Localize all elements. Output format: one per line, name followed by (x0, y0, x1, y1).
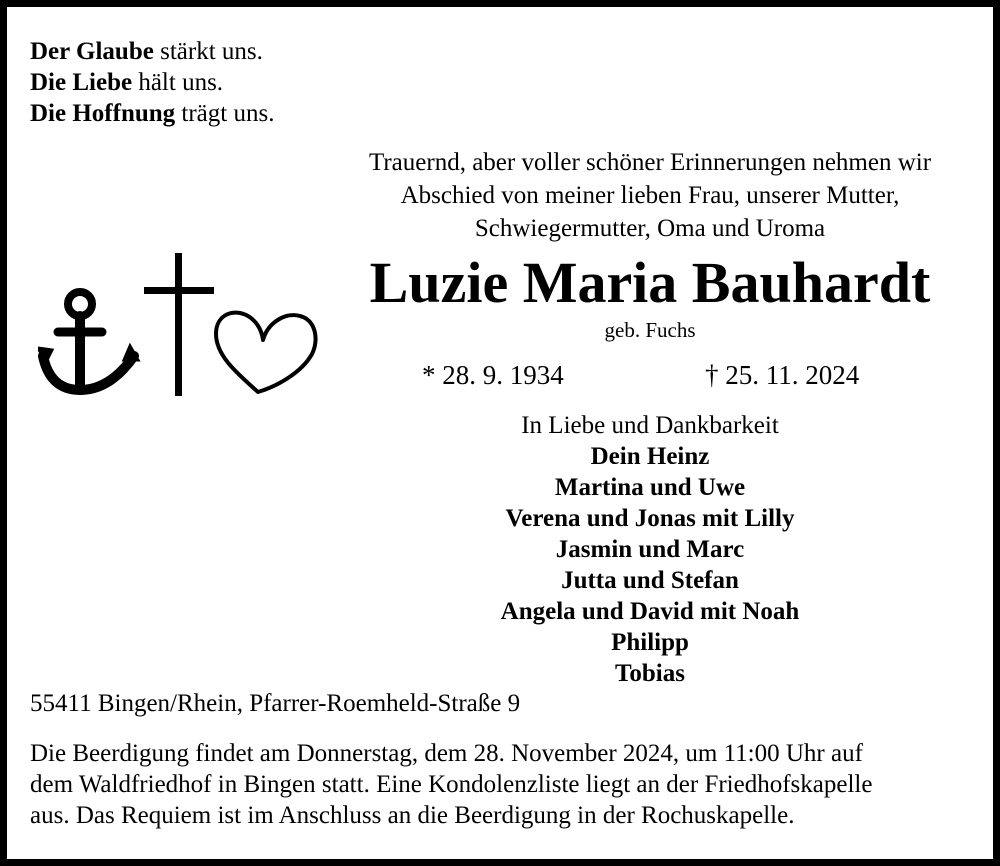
mourner: Philipp (611, 629, 689, 656)
maiden-name: geb. Fuchs (604, 318, 696, 342)
heart-icon (216, 313, 316, 392)
address: 55411 Bingen/Rhein, Pfarrer-Roemheld-Straße 9 (30, 690, 521, 717)
funeral-line: dem Waldfriedhof in Bingen statt. Eine Kondolenzliste liegt an der Friedhofskapelle (30, 771, 873, 798)
mourner: Jasmin und Marc (555, 536, 745, 563)
motto (30, 36, 274, 129)
funeral-line: Die Beerdigung findet am Donnerstag, dem 28. November 2024, um 11:00 Uhr auf (30, 740, 863, 767)
motto-line: Die Hoffnung trägt uns. (30, 100, 275, 127)
birth-date: * 28. 9. 1934 (422, 360, 564, 390)
intro-line: Schwiegermutter, Oma und Uroma (474, 215, 826, 242)
mourner: Angela und David mit Noah (500, 598, 800, 625)
mourner: Martina und Uwe (554, 474, 746, 501)
death-date: † 25. 11. 2024 (705, 360, 860, 390)
mourner: Dein Heinz (590, 443, 710, 470)
deceased-name: Luzie Maria Bauhardt (369, 250, 931, 315)
anchor-icon (38, 292, 138, 390)
cross-icon (144, 253, 214, 396)
intro-line: Abschied von meiner lieben Frau, unserer Mutter, (400, 182, 900, 209)
mourner: Verena und Jonas mit Lilly (505, 505, 795, 532)
funeral-line: aus. Das Requiem ist im Anschluss an die Beerdigung in der Rochuskapelle. (30, 802, 795, 829)
intro-text (320, 146, 980, 245)
mourners-list (320, 441, 980, 689)
motto-line: Der Glaube stärkt uns. (30, 38, 263, 65)
funeral-info (30, 738, 970, 831)
intro-line: Trauernd, aber voller schöner Erinnerungen nehmen wir (368, 149, 932, 176)
faith-symbols (38, 250, 323, 405)
mourner: Jutta und Stefan (561, 567, 739, 594)
thanks-line: In Liebe und Dankbarkeit (521, 412, 779, 439)
motto-line: Die Liebe hält uns. (30, 69, 224, 96)
mourner: Tobias (615, 660, 685, 687)
